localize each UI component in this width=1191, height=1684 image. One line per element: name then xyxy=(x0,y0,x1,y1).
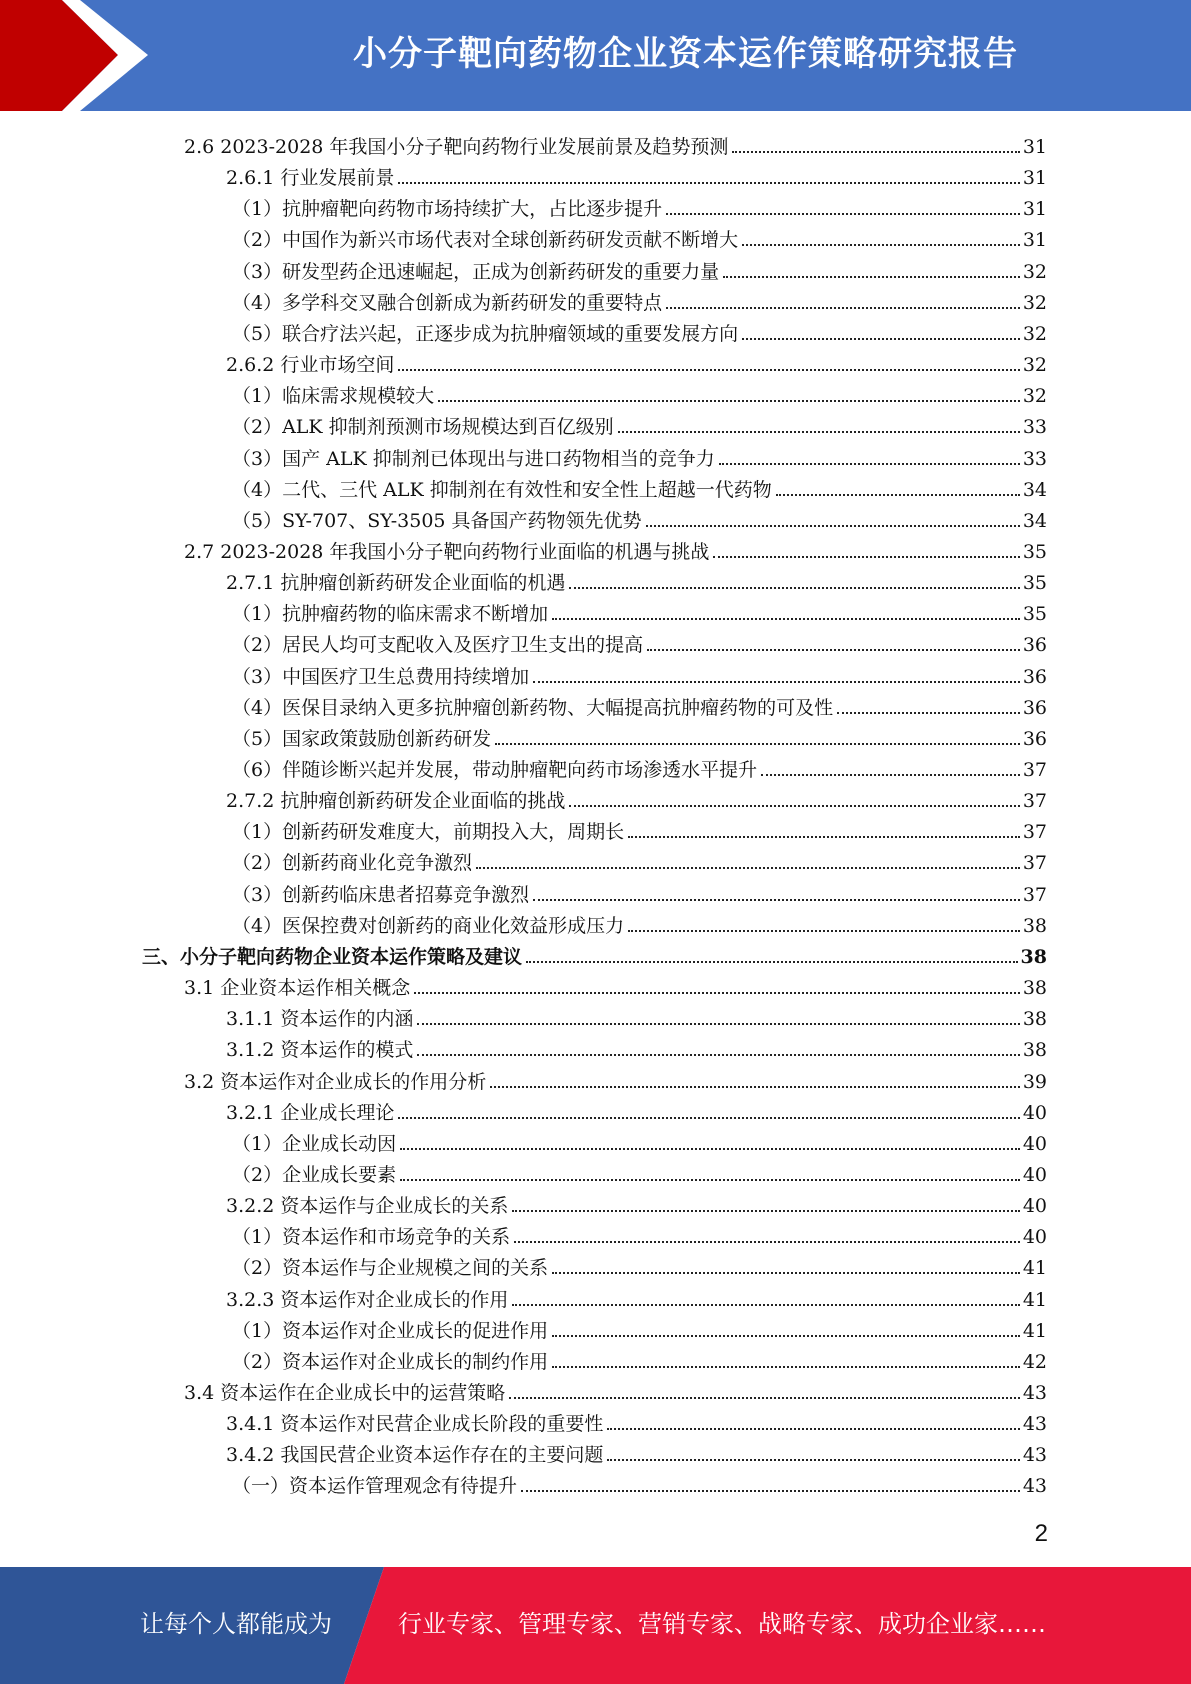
toc-leader-dots xyxy=(666,213,1020,215)
toc-leader-dots xyxy=(476,867,1020,869)
toc-leader-dots xyxy=(495,743,1020,745)
toc-entry-page: 32 xyxy=(1022,291,1047,314)
toc-leader-dots xyxy=(776,494,1020,496)
toc-leader-dots xyxy=(490,1086,1020,1088)
toc-leader-dots xyxy=(533,899,1020,901)
toc-entry-page: 32 xyxy=(1022,385,1047,408)
toc-leader-dots xyxy=(417,1054,1019,1056)
toc-entry-page: 36 xyxy=(1022,634,1047,657)
toc-entry-title: （一）资本运作管理观念有待提升 xyxy=(232,1475,518,1498)
toc-entry[interactable] xyxy=(232,1156,1047,1187)
toc-entry-title: （3）研发型药企迅速崛起，正成为创新药研发的重要力量 xyxy=(232,260,720,283)
toc-entry-title: 3.1.2 资本运作的模式 xyxy=(226,1039,414,1062)
toc-leader-dots xyxy=(569,587,1019,589)
page-header xyxy=(0,0,1191,111)
toc-entry[interactable] xyxy=(232,1343,1047,1374)
toc-entry[interactable] xyxy=(226,1436,1047,1467)
toc-entry-title: （1）抗肿瘤药物的临床需求不断增加 xyxy=(232,603,549,626)
toc-leader-dots xyxy=(646,525,1020,527)
toc-entry-page: 37 xyxy=(1022,883,1047,906)
toc-entry[interactable] xyxy=(232,1125,1047,1156)
toc-entry-page: 38 xyxy=(1022,1039,1047,1062)
toc-entry-title: （1）抗肿瘤靶向药物市场持续扩大，占比逐步提升 xyxy=(232,198,663,221)
toc-entry-title: 3.2.1 企业成长理论 xyxy=(226,1101,395,1124)
report-title: 小分子靶向药物企业资本运作策略研究报告 xyxy=(353,34,1018,74)
toc-entry-page: 42 xyxy=(1022,1350,1047,1373)
toc-leader-dots xyxy=(398,369,1019,371)
toc-entry-title: （2）ALK 抑制剂预测市场规模达到百亿级别 xyxy=(232,416,614,439)
toc-entry[interactable] xyxy=(232,221,1047,252)
toc-entry-page: 34 xyxy=(1022,509,1047,532)
toc-entry-page: 38 xyxy=(1020,945,1047,968)
toc-entry-page: 43 xyxy=(1022,1475,1047,1498)
toc-entry-page: 31 xyxy=(1022,167,1047,190)
toc-entry-page: 40 xyxy=(1022,1163,1047,1186)
toc-leader-dots xyxy=(512,1210,1019,1212)
toc-entry[interactable] xyxy=(232,471,1047,502)
toc-entry-page: 38 xyxy=(1022,977,1047,1000)
toc-entry-page: 40 xyxy=(1022,1226,1047,1249)
toc-leader-dots xyxy=(628,836,1020,838)
toc-entry-page: 36 xyxy=(1022,727,1047,750)
toc-entry-title: （6）伴随诊断兴起并发展，带动肿瘤靶向药市场渗透水平提升 xyxy=(232,759,758,781)
toc-entry-title: 3.2 资本运作对企业成长的作用分析 xyxy=(184,1070,487,1093)
toc-leader-dots xyxy=(438,400,1020,402)
toc-leader-dots xyxy=(628,930,1020,932)
toc-entry-page: 31 xyxy=(1022,136,1047,158)
toc-leader-dots xyxy=(509,1397,1020,1399)
toc-leader-dots xyxy=(837,712,1020,714)
toc-leader-dots xyxy=(514,1241,1020,1243)
toc-entry-page: 36 xyxy=(1022,696,1047,719)
toc-leader-dots xyxy=(533,681,1020,683)
toc-entry-page: 32 xyxy=(1022,354,1047,377)
toc-entry-title: 3.4 资本运作在企业成长中的运营策略 xyxy=(184,1382,506,1404)
toc-entry[interactable] xyxy=(226,1000,1047,1031)
page-number: 2 xyxy=(1034,1520,1048,1547)
toc-entry-title: （1）企业成长动因 xyxy=(232,1132,397,1155)
toc-entry-page: 31 xyxy=(1022,229,1047,252)
toc-leader-dots xyxy=(414,992,1020,994)
toc-leader-dots xyxy=(723,276,1020,278)
toc-entry-title: 2.6.2 行业市场空间 xyxy=(226,354,395,377)
toc-leader-dots xyxy=(398,1117,1019,1119)
toc-entry[interactable] xyxy=(232,190,1047,221)
toc-leader-dots xyxy=(569,805,1019,807)
toc-entry[interactable] xyxy=(142,938,1047,969)
toc-entry-page: 35 xyxy=(1022,603,1047,626)
toc-entry[interactable] xyxy=(232,907,1047,938)
toc-entry-title: 2.7.1 抗肿瘤创新药研发企业面临的机遇 xyxy=(226,572,566,595)
toc-entry-page: 37 xyxy=(1022,821,1047,844)
toc-entry-page: 38 xyxy=(1022,914,1047,937)
toc-entry[interactable] xyxy=(232,689,1047,720)
footer-slogan-left: 让每个人都能成为 xyxy=(140,1610,332,1638)
toc-entry-page: 40 xyxy=(1022,1132,1047,1155)
toc-entry[interactable] xyxy=(232,1249,1047,1280)
footer-slogan-right: 行业专家、管理专家、营销专家、战略专家、成功企业家…… xyxy=(398,1610,1046,1638)
toc-entry-page: 41 xyxy=(1022,1319,1047,1342)
toc-entry[interactable] xyxy=(184,128,1047,159)
toc-entry-title: 3.2.3 资本运作对企业成长的作用 xyxy=(226,1288,509,1311)
toc-entry-title: （2）资本运作与企业规模之间的关系 xyxy=(232,1257,549,1280)
toc-entry-title: （1）资本运作对企业成长的促进作用 xyxy=(232,1319,549,1342)
toc-leader-dots xyxy=(552,1366,1020,1368)
toc-entry[interactable] xyxy=(232,658,1047,689)
toc-entry-page: 37 xyxy=(1022,852,1047,875)
toc-entry-page: 40 xyxy=(1022,1195,1047,1218)
toc-leader-dots xyxy=(521,1490,1020,1492)
toc-entry[interactable] xyxy=(184,533,1047,564)
toc-entry-title: 3.2.2 资本运作与企业成长的关系 xyxy=(226,1195,509,1218)
toc-entry-title: （1）资本运作和市场竞争的关系 xyxy=(232,1226,511,1249)
toc-entry-title: （2）中国作为新兴市场代表对全球创新药研发贡献不断增大 xyxy=(232,229,739,252)
toc-leader-dots xyxy=(647,649,1020,651)
toc-entry-page: 41 xyxy=(1022,1288,1047,1311)
toc-leader-dots xyxy=(512,1304,1019,1306)
toc-entry-page: 37 xyxy=(1022,790,1047,813)
toc-entry-page: 33 xyxy=(1022,447,1047,470)
toc-entry[interactable] xyxy=(226,782,1047,813)
toc-entry[interactable] xyxy=(232,844,1047,875)
toc-entry-title: （1）临床需求规模较大 xyxy=(232,385,435,408)
toc-leader-dots xyxy=(719,463,1020,465)
toc-leader-dots xyxy=(607,1428,1019,1430)
toc-entry[interactable] xyxy=(232,253,1047,284)
toc-entry[interactable] xyxy=(232,284,1047,315)
toc-entry[interactable] xyxy=(232,502,1047,533)
toc-entry-page: 41 xyxy=(1022,1257,1047,1280)
toc-entry[interactable] xyxy=(226,1281,1047,1312)
toc-entry[interactable] xyxy=(232,1467,1047,1498)
toc-entry-page: 32 xyxy=(1022,322,1047,345)
toc-leader-dots xyxy=(398,182,1019,184)
toc-entry[interactable] xyxy=(232,751,1047,782)
toc-leader-dots xyxy=(417,1023,1019,1025)
toc-leader-dots xyxy=(742,338,1020,340)
toc-entry[interactable] xyxy=(232,1312,1047,1343)
toc-entry-title: （4）医保目录纳入更多抗肿瘤创新药物、大幅提高抗肿瘤药物的可及性 xyxy=(232,696,834,719)
toc-entry[interactable] xyxy=(226,564,1047,595)
toc-entry-title: （4）医保控费对创新药的商业化效益形成压力 xyxy=(232,914,625,937)
toc-entry-page: 32 xyxy=(1022,260,1047,283)
toc-entry-title: （2）企业成长要素 xyxy=(232,1163,397,1186)
toc-entry-page: 38 xyxy=(1022,1008,1047,1031)
toc-entry[interactable] xyxy=(184,969,1047,1000)
toc-entry-title: （5）国家政策鼓励创新药研发 xyxy=(232,727,492,750)
toc-leader-dots xyxy=(552,1272,1020,1274)
toc-leader-dots xyxy=(742,244,1020,246)
toc-entry-page: 39 xyxy=(1022,1070,1047,1093)
page-footer xyxy=(0,1567,1191,1684)
toc-entry[interactable] xyxy=(232,315,1047,346)
toc-entry[interactable] xyxy=(232,876,1047,907)
toc-entry[interactable] xyxy=(232,408,1047,439)
toc-entry-title: 2.7.2 抗肿瘤创新药研发企业面临的挑战 xyxy=(226,790,566,813)
toc-leader-dots xyxy=(732,151,1019,153)
toc-entry-page: 40 xyxy=(1022,1101,1047,1124)
toc-entry-page: 35 xyxy=(1022,540,1047,563)
toc-leader-dots xyxy=(552,618,1020,620)
toc-entry[interactable] xyxy=(232,813,1047,844)
toc-entry[interactable] xyxy=(184,1063,1047,1094)
toc-entry[interactable] xyxy=(226,346,1047,377)
toc-entry-title: （5）联合疗法兴起，正逐步成为抗肿瘤领域的重要发展方向 xyxy=(232,322,739,345)
toc-entry[interactable] xyxy=(226,159,1047,190)
toc-entry-page: 34 xyxy=(1022,478,1047,501)
toc-entry[interactable] xyxy=(226,1187,1047,1218)
toc-leader-dots xyxy=(666,307,1020,309)
toc-entry-title: 3.4.2 我国民营企业资本运作存在的主要问题 xyxy=(226,1444,604,1467)
toc-entry[interactable] xyxy=(184,1374,1047,1405)
toc-entry-page: 43 xyxy=(1022,1413,1047,1436)
toc-entry[interactable] xyxy=(226,1031,1047,1062)
toc-entry-page: 36 xyxy=(1022,665,1047,688)
toc-entry[interactable] xyxy=(232,377,1047,408)
toc-entry-title: 2.6.1 行业发展前景 xyxy=(226,167,395,190)
toc-entry-title: （4）多学科交叉融合创新成为新药研发的重要特点 xyxy=(232,291,663,314)
toc-leader-dots xyxy=(400,1148,1020,1150)
toc-entry[interactable] xyxy=(226,1094,1047,1125)
toc-entry-title: （4）二代、三代 ALK 抑制剂在有效性和安全性上超越一代药物 xyxy=(232,478,772,501)
toc-entry-title: 2.6 2023-2028 年我国小分子靶向药物行业发展前景及趋势预测 xyxy=(184,136,729,158)
toc-leader-dots xyxy=(618,431,1020,433)
toc-entry-title: （2）居民人均可支配收入及医疗卫生支出的提高 xyxy=(232,634,644,657)
toc-entry[interactable] xyxy=(232,720,1047,751)
toc-entry-page: 43 xyxy=(1022,1444,1047,1467)
toc-entry-page: 31 xyxy=(1022,198,1047,221)
toc-entry-title: （5）SY-707、SY-3505 具备国产药物领先优势 xyxy=(232,509,642,532)
toc-leader-dots xyxy=(607,1459,1019,1461)
toc-entry-page: 43 xyxy=(1022,1382,1047,1404)
toc-leader-dots xyxy=(713,556,1019,558)
toc-leader-dots xyxy=(400,1179,1020,1181)
toc-entry-title: （1）创新药研发难度大，前期投入大，周期长 xyxy=(232,821,625,844)
toc-entry-title: 三、小分子靶向药物企业资本运作策略及建议 xyxy=(142,945,523,968)
toc-entry[interactable] xyxy=(232,1218,1047,1249)
toc-entry[interactable] xyxy=(232,595,1047,626)
toc-leader-dots xyxy=(761,774,1020,776)
toc-entry-title: 2.7 2023-2028 年我国小分子靶向药物行业面临的机遇与挑战 xyxy=(184,540,710,563)
toc-entry-page: 35 xyxy=(1022,572,1047,595)
toc-entry-title: 3.1.1 资本运作的内涵 xyxy=(226,1008,414,1031)
toc-entry[interactable] xyxy=(226,1405,1047,1436)
toc-entry-page: 37 xyxy=(1022,759,1047,781)
toc-entry-title: （3）创新药临床患者招募竞争激烈 xyxy=(232,883,530,906)
toc-entry-title: （2）创新药商业化竞争激烈 xyxy=(232,852,473,875)
toc-entry-title: （3）国产 ALK 抑制剂已体现出与进口药物相当的竞争力 xyxy=(232,447,715,470)
toc-entry-title: 3.4.1 资本运作对民营企业成长阶段的重要性 xyxy=(226,1413,604,1436)
toc-leader-dots xyxy=(552,1335,1020,1337)
toc-entry-page: 33 xyxy=(1022,416,1047,439)
toc-entry[interactable] xyxy=(232,626,1047,657)
toc-entry[interactable] xyxy=(232,440,1047,471)
toc-entry-title: 3.1 企业资本运作相关概念 xyxy=(184,977,411,1000)
toc-leader-dots xyxy=(526,961,1018,963)
toc-entry-title: （3）中国医疗卫生总费用持续增加 xyxy=(232,665,530,688)
red-arrow-logo-icon xyxy=(0,0,150,111)
toc-entry-title: （2）资本运作对企业成长的制约作用 xyxy=(232,1350,549,1373)
